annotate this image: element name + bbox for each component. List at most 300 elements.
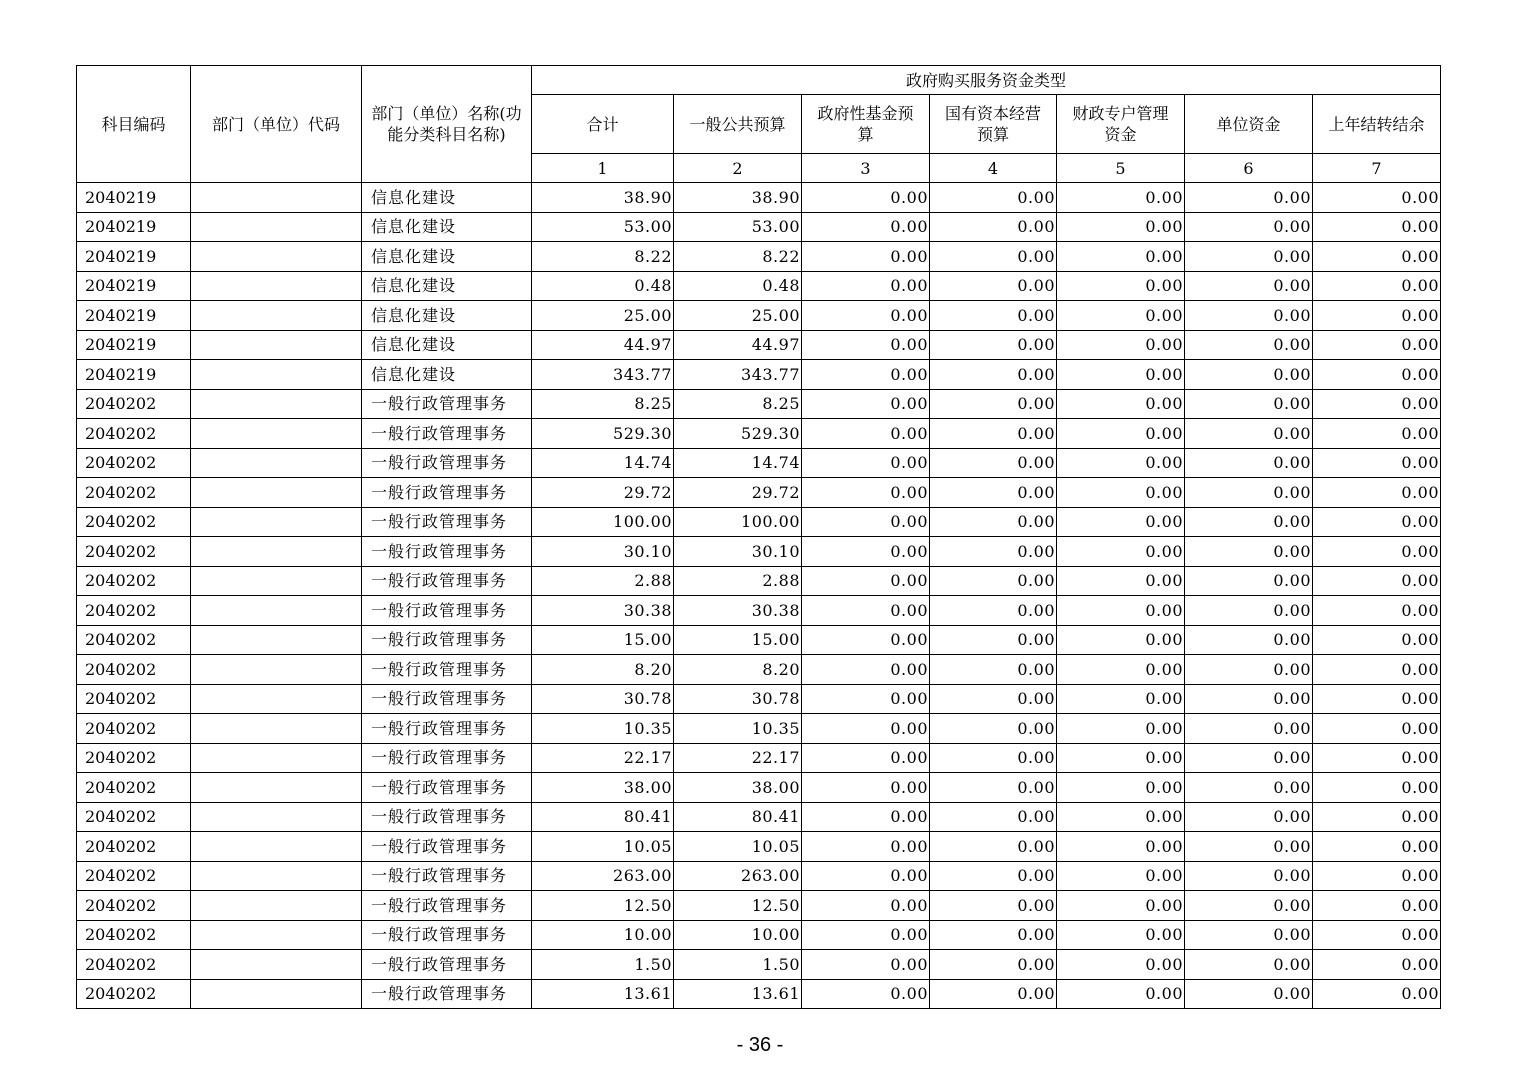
- amount-cell: 0.00: [802, 301, 930, 331]
- amount-cell: 0.00: [1057, 596, 1185, 626]
- amount-cell: 38.00: [532, 773, 674, 803]
- subject-code-cell: 2040202: [77, 684, 191, 714]
- table-row: [77, 891, 1441, 921]
- dept-code-cell: [191, 271, 362, 301]
- header-col-number: 5: [1057, 154, 1185, 183]
- table-row: [77, 271, 1441, 301]
- amount-cell: 0.00: [802, 773, 930, 803]
- amount-cell: 0.00: [1057, 242, 1185, 272]
- dept-code-cell: [191, 596, 362, 626]
- header-col-number: 1: [532, 154, 674, 183]
- header-col: 上年结转结余: [1313, 95, 1441, 154]
- table-row: [77, 183, 1441, 213]
- amount-cell: 10.00: [674, 920, 802, 950]
- table-row: [77, 861, 1441, 891]
- dept-name-cell: 一般行政管理事务: [362, 419, 532, 449]
- header-col-number: 4: [930, 154, 1057, 183]
- table-row: [77, 330, 1441, 360]
- amount-cell: 80.41: [674, 802, 802, 832]
- amount-cell: 0.00: [802, 596, 930, 626]
- header-fund-type-group: 政府购买服务资金类型: [532, 66, 1441, 95]
- dept-name-cell: 一般行政管理事务: [362, 537, 532, 567]
- table-row: [77, 920, 1441, 950]
- amount-cell: 2.88: [532, 566, 674, 596]
- amount-cell: 0.00: [930, 596, 1057, 626]
- amount-cell: 0.00: [1057, 389, 1185, 419]
- dept-name-cell: 一般行政管理事务: [362, 950, 532, 980]
- subject-code-cell: 2040202: [77, 478, 191, 508]
- amount-cell: 0.00: [1185, 212, 1313, 242]
- amount-cell: 0.00: [802, 684, 930, 714]
- amount-cell: 0.00: [1185, 389, 1313, 419]
- header-col: 财政专户管理资金: [1057, 95, 1185, 154]
- dept-name-cell: 信息化建设: [362, 242, 532, 272]
- amount-cell: 0.00: [1185, 743, 1313, 773]
- table-row: [77, 566, 1441, 596]
- header-subject-code: 科目编码: [77, 66, 191, 183]
- amount-cell: 0.00: [1057, 802, 1185, 832]
- dept-name-cell: 一般行政管理事务: [362, 802, 532, 832]
- amount-cell: 0.00: [1185, 566, 1313, 596]
- dept-code-cell: [191, 802, 362, 832]
- amount-cell: 0.00: [802, 183, 930, 213]
- header-col: 一般公共预算: [674, 95, 802, 154]
- amount-cell: 0.00: [802, 979, 930, 1009]
- amount-cell: 0.00: [1185, 507, 1313, 537]
- dept-code-cell: [191, 979, 362, 1009]
- amount-cell: 0.00: [930, 448, 1057, 478]
- table-row: [77, 743, 1441, 773]
- dept-code-cell: [191, 625, 362, 655]
- header-dept-name: 部门（单位）名称(功能分类科目名称): [362, 66, 532, 183]
- amount-cell: 0.00: [1057, 360, 1185, 390]
- amount-cell: 13.61: [674, 979, 802, 1009]
- dept-name-cell: 一般行政管理事务: [362, 507, 532, 537]
- dept-name-cell: 一般行政管理事务: [362, 979, 532, 1009]
- dept-code-cell: [191, 891, 362, 921]
- amount-cell: 0.00: [1185, 655, 1313, 685]
- amount-cell: 0.00: [802, 920, 930, 950]
- dept-code-cell: [191, 537, 362, 567]
- amount-cell: 0.00: [802, 419, 930, 449]
- table-row: [77, 802, 1441, 832]
- amount-cell: 30.10: [674, 537, 802, 567]
- table-row: [77, 478, 1441, 508]
- dept-code-cell: [191, 330, 362, 360]
- subject-code-cell: 2040202: [77, 507, 191, 537]
- amount-cell: 0.00: [1185, 625, 1313, 655]
- amount-cell: 15.00: [532, 625, 674, 655]
- subject-code-cell: 2040202: [77, 861, 191, 891]
- amount-cell: 0.00: [930, 802, 1057, 832]
- amount-cell: 0.00: [1313, 832, 1441, 862]
- subject-code-cell: 2040202: [77, 714, 191, 744]
- amount-cell: 0.00: [1185, 832, 1313, 862]
- amount-cell: 0.00: [1185, 301, 1313, 331]
- table-row: [77, 419, 1441, 449]
- amount-cell: 0.00: [802, 802, 930, 832]
- amount-cell: 0.00: [1185, 891, 1313, 921]
- amount-cell: 343.77: [532, 360, 674, 390]
- subject-code-cell: 2040219: [77, 271, 191, 301]
- amount-cell: 25.00: [532, 301, 674, 331]
- amount-cell: 0.00: [930, 537, 1057, 567]
- amount-cell: 0.00: [802, 566, 930, 596]
- dept-name-cell: 信息化建设: [362, 183, 532, 213]
- amount-cell: 30.78: [532, 684, 674, 714]
- amount-cell: 0.00: [1185, 271, 1313, 301]
- dept-name-cell: 一般行政管理事务: [362, 596, 532, 626]
- amount-cell: 0.00: [930, 566, 1057, 596]
- amount-cell: 0.00: [1313, 507, 1441, 537]
- header-col: 国有资本经营预算: [930, 95, 1057, 154]
- subject-code-cell: 2040202: [77, 625, 191, 655]
- amount-cell: 0.00: [1313, 979, 1441, 1009]
- dept-code-cell: [191, 301, 362, 331]
- amount-cell: 0.00: [802, 507, 930, 537]
- amount-cell: 0.00: [1185, 183, 1313, 213]
- amount-cell: 0.00: [802, 330, 930, 360]
- dept-name-cell: 一般行政管理事务: [362, 478, 532, 508]
- subject-code-cell: 2040219: [77, 212, 191, 242]
- amount-cell: 38.90: [532, 183, 674, 213]
- amount-cell: 0.00: [1185, 802, 1313, 832]
- budget-table: [76, 65, 1441, 1009]
- amount-cell: 14.74: [532, 448, 674, 478]
- amount-cell: 0.00: [1057, 832, 1185, 862]
- amount-cell: 0.00: [1185, 979, 1313, 1009]
- amount-cell: 0.00: [1057, 183, 1185, 213]
- amount-cell: 10.35: [674, 714, 802, 744]
- amount-cell: 0.00: [1313, 773, 1441, 803]
- amount-cell: 0.00: [930, 271, 1057, 301]
- amount-cell: 8.20: [674, 655, 802, 685]
- amount-cell: 0.00: [802, 655, 930, 685]
- amount-cell: 0.00: [930, 979, 1057, 1009]
- amount-cell: 0.00: [1057, 684, 1185, 714]
- amount-cell: 12.50: [674, 891, 802, 921]
- amount-cell: 0.00: [1313, 950, 1441, 980]
- amount-cell: 0.00: [1185, 861, 1313, 891]
- amount-cell: 0.00: [1057, 330, 1185, 360]
- dept-name-cell: 一般行政管理事务: [362, 920, 532, 950]
- amount-cell: 0.00: [1057, 773, 1185, 803]
- amount-cell: 22.17: [532, 743, 674, 773]
- subject-code-cell: 2040202: [77, 537, 191, 567]
- table-row: [77, 242, 1441, 272]
- amount-cell: 0.00: [930, 419, 1057, 449]
- dept-code-cell: [191, 950, 362, 980]
- dept-code-cell: [191, 212, 362, 242]
- subject-code-cell: 2040202: [77, 566, 191, 596]
- amount-cell: 0.00: [802, 242, 930, 272]
- amount-cell: 0.00: [802, 537, 930, 567]
- amount-cell: 0.00: [1313, 389, 1441, 419]
- amount-cell: 0.00: [1185, 684, 1313, 714]
- dept-name-cell: 一般行政管理事务: [362, 684, 532, 714]
- amount-cell: 0.00: [1185, 448, 1313, 478]
- amount-cell: 12.50: [532, 891, 674, 921]
- dept-code-cell: [191, 448, 362, 478]
- header-dept-code: 部门（单位）代码: [191, 66, 362, 183]
- dept-name-cell: 一般行政管理事务: [362, 861, 532, 891]
- table-row: [77, 714, 1441, 744]
- amount-cell: 0.00: [930, 655, 1057, 685]
- amount-cell: 0.00: [1313, 360, 1441, 390]
- amount-cell: 0.00: [802, 714, 930, 744]
- dept-code-cell: [191, 478, 362, 508]
- amount-cell: 0.00: [1313, 743, 1441, 773]
- amount-cell: 0.00: [1057, 419, 1185, 449]
- amount-cell: 2.88: [674, 566, 802, 596]
- header-col-number: 3: [802, 154, 930, 183]
- amount-cell: 0.00: [1057, 950, 1185, 980]
- amount-cell: 0.00: [1185, 950, 1313, 980]
- amount-cell: 53.00: [674, 212, 802, 242]
- header-col: 政府性基金预算: [802, 95, 930, 154]
- amount-cell: 0.00: [1313, 596, 1441, 626]
- amount-cell: 0.00: [1057, 743, 1185, 773]
- amount-cell: 0.00: [1185, 596, 1313, 626]
- amount-cell: 0.00: [930, 714, 1057, 744]
- dept-code-cell: [191, 655, 362, 685]
- amount-cell: 1.50: [674, 950, 802, 980]
- subject-code-cell: 2040219: [77, 183, 191, 213]
- amount-cell: 0.00: [802, 389, 930, 419]
- amount-cell: 15.00: [674, 625, 802, 655]
- subject-code-cell: 2040202: [77, 419, 191, 449]
- dept-code-cell: [191, 743, 362, 773]
- amount-cell: 0.00: [802, 625, 930, 655]
- amount-cell: 0.00: [930, 478, 1057, 508]
- amount-cell: 14.74: [674, 448, 802, 478]
- dept-name-cell: 一般行政管理事务: [362, 891, 532, 921]
- amount-cell: 0.00: [1313, 478, 1441, 508]
- amount-cell: 0.00: [1185, 360, 1313, 390]
- amount-cell: 0.00: [802, 212, 930, 242]
- table-row: [77, 360, 1441, 390]
- dept-name-cell: 信息化建设: [362, 212, 532, 242]
- amount-cell: 0.00: [930, 625, 1057, 655]
- dept-code-cell: [191, 419, 362, 449]
- amount-cell: 0.00: [1313, 920, 1441, 950]
- subject-code-cell: 2040202: [77, 979, 191, 1009]
- amount-cell: 0.00: [802, 478, 930, 508]
- amount-cell: 8.22: [532, 242, 674, 272]
- amount-cell: 0.00: [1185, 920, 1313, 950]
- dept-name-cell: 一般行政管理事务: [362, 448, 532, 478]
- amount-cell: 529.30: [532, 419, 674, 449]
- amount-cell: 0.00: [1313, 655, 1441, 685]
- amount-cell: 0.00: [1057, 861, 1185, 891]
- amount-cell: 10.05: [674, 832, 802, 862]
- amount-cell: 0.00: [1313, 802, 1441, 832]
- amount-cell: 0.00: [1185, 330, 1313, 360]
- amount-cell: 0.00: [1313, 625, 1441, 655]
- amount-cell: 0.00: [802, 271, 930, 301]
- amount-cell: 1.50: [532, 950, 674, 980]
- amount-cell: 0.00: [802, 448, 930, 478]
- amount-cell: 0.00: [1313, 861, 1441, 891]
- amount-cell: 529.30: [674, 419, 802, 449]
- amount-cell: 0.00: [1313, 714, 1441, 744]
- table-row: [77, 832, 1441, 862]
- dept-name-cell: 信息化建设: [362, 330, 532, 360]
- amount-cell: 0.00: [930, 389, 1057, 419]
- amount-cell: 0.00: [1313, 212, 1441, 242]
- amount-cell: 30.78: [674, 684, 802, 714]
- amount-cell: 100.00: [532, 507, 674, 537]
- amount-cell: 0.00: [1057, 448, 1185, 478]
- amount-cell: 8.25: [532, 389, 674, 419]
- dept-name-cell: 信息化建设: [362, 271, 532, 301]
- subject-code-cell: 2040202: [77, 655, 191, 685]
- table-body: [77, 183, 1441, 1009]
- amount-cell: 38.90: [674, 183, 802, 213]
- amount-cell: 0.00: [1313, 330, 1441, 360]
- subject-code-cell: 2040219: [77, 360, 191, 390]
- subject-code-cell: 2040219: [77, 330, 191, 360]
- amount-cell: 0.00: [802, 743, 930, 773]
- dept-name-cell: 一般行政管理事务: [362, 714, 532, 744]
- dept-name-cell: 信息化建设: [362, 360, 532, 390]
- subject-code-cell: 2040202: [77, 389, 191, 419]
- amount-cell: 8.20: [532, 655, 674, 685]
- header-col: 单位资金: [1185, 95, 1313, 154]
- table-row: [77, 625, 1441, 655]
- amount-cell: 0.00: [930, 920, 1057, 950]
- amount-cell: 0.00: [1057, 655, 1185, 685]
- table-row: [77, 507, 1441, 537]
- dept-code-cell: [191, 714, 362, 744]
- amount-cell: 30.10: [532, 537, 674, 567]
- subject-code-cell: 2040202: [77, 802, 191, 832]
- dept-code-cell: [191, 242, 362, 272]
- amount-cell: 0.00: [1313, 448, 1441, 478]
- amount-cell: 13.61: [532, 979, 674, 1009]
- dept-name-cell: 一般行政管理事务: [362, 832, 532, 862]
- subject-code-cell: 2040202: [77, 950, 191, 980]
- table-row: [77, 389, 1441, 419]
- dept-code-cell: [191, 861, 362, 891]
- subject-code-cell: 2040219: [77, 301, 191, 331]
- amount-cell: 343.77: [674, 360, 802, 390]
- dept-name-cell: 信息化建设: [362, 301, 532, 331]
- amount-cell: 25.00: [674, 301, 802, 331]
- dept-code-cell: [191, 920, 362, 950]
- table-row: [77, 773, 1441, 803]
- table-row: [77, 950, 1441, 980]
- amount-cell: 0.00: [1057, 625, 1185, 655]
- amount-cell: 0.00: [1057, 920, 1185, 950]
- amount-cell: 0.00: [802, 861, 930, 891]
- amount-cell: 44.97: [532, 330, 674, 360]
- subject-code-cell: 2040202: [77, 891, 191, 921]
- table-row: [77, 301, 1441, 331]
- amount-cell: 10.05: [532, 832, 674, 862]
- amount-cell: 0.00: [930, 743, 1057, 773]
- amount-cell: 0.00: [802, 360, 930, 390]
- amount-cell: 0.00: [1057, 566, 1185, 596]
- amount-cell: 263.00: [532, 861, 674, 891]
- amount-cell: 0.00: [1057, 478, 1185, 508]
- subject-code-cell: 2040202: [77, 596, 191, 626]
- amount-cell: 10.00: [532, 920, 674, 950]
- amount-cell: 22.17: [674, 743, 802, 773]
- amount-cell: 0.00: [930, 891, 1057, 921]
- amount-cell: 0.00: [930, 360, 1057, 390]
- amount-cell: 0.00: [1057, 979, 1185, 1009]
- amount-cell: 0.00: [930, 832, 1057, 862]
- amount-cell: 0.00: [930, 507, 1057, 537]
- amount-cell: 0.00: [1057, 212, 1185, 242]
- amount-cell: 53.00: [532, 212, 674, 242]
- amount-cell: 30.38: [674, 596, 802, 626]
- dept-code-cell: [191, 183, 362, 213]
- amount-cell: 0.00: [1313, 566, 1441, 596]
- table-row: [77, 537, 1441, 567]
- amount-cell: 44.97: [674, 330, 802, 360]
- amount-cell: 0.00: [1185, 419, 1313, 449]
- amount-cell: 0.00: [930, 301, 1057, 331]
- amount-cell: 0.00: [1313, 684, 1441, 714]
- dept-code-cell: [191, 507, 362, 537]
- table-row: [77, 596, 1441, 626]
- subject-code-cell: 2040219: [77, 242, 191, 272]
- amount-cell: 0.00: [1057, 891, 1185, 921]
- subject-code-cell: 2040202: [77, 448, 191, 478]
- header-col-number: 7: [1313, 154, 1441, 183]
- amount-cell: 8.22: [674, 242, 802, 272]
- amount-cell: 0.00: [930, 183, 1057, 213]
- amount-cell: 0.48: [532, 271, 674, 301]
- amount-cell: 0.48: [674, 271, 802, 301]
- amount-cell: 0.00: [1057, 537, 1185, 567]
- amount-cell: 0.00: [802, 950, 930, 980]
- header-col: 合计: [532, 95, 674, 154]
- amount-cell: 100.00: [674, 507, 802, 537]
- amount-cell: 30.38: [532, 596, 674, 626]
- dept-code-cell: [191, 566, 362, 596]
- amount-cell: 8.25: [674, 389, 802, 419]
- amount-cell: 0.00: [1057, 507, 1185, 537]
- header-col-number: 2: [674, 154, 802, 183]
- table-row: [77, 212, 1441, 242]
- dept-code-cell: [191, 389, 362, 419]
- dept-name-cell: 一般行政管理事务: [362, 566, 532, 596]
- subject-code-cell: 2040202: [77, 832, 191, 862]
- dept-code-cell: [191, 360, 362, 390]
- dept-name-cell: 一般行政管理事务: [362, 743, 532, 773]
- subject-code-cell: 2040202: [77, 773, 191, 803]
- amount-cell: 29.72: [532, 478, 674, 508]
- amount-cell: 29.72: [674, 478, 802, 508]
- page-number: - 36 -: [736, 1034, 784, 1056]
- amount-cell: 0.00: [1185, 714, 1313, 744]
- amount-cell: 0.00: [1057, 301, 1185, 331]
- dept-name-cell: 一般行政管理事务: [362, 625, 532, 655]
- amount-cell: 0.00: [1057, 714, 1185, 744]
- amount-cell: 0.00: [1057, 271, 1185, 301]
- amount-cell: 0.00: [930, 242, 1057, 272]
- dept-name-cell: 一般行政管理事务: [362, 773, 532, 803]
- amount-cell: 0.00: [1313, 891, 1441, 921]
- dept-code-cell: [191, 684, 362, 714]
- amount-cell: 80.41: [532, 802, 674, 832]
- amount-cell: 0.00: [802, 891, 930, 921]
- amount-cell: 0.00: [1185, 478, 1313, 508]
- dept-name-cell: 一般行政管理事务: [362, 389, 532, 419]
